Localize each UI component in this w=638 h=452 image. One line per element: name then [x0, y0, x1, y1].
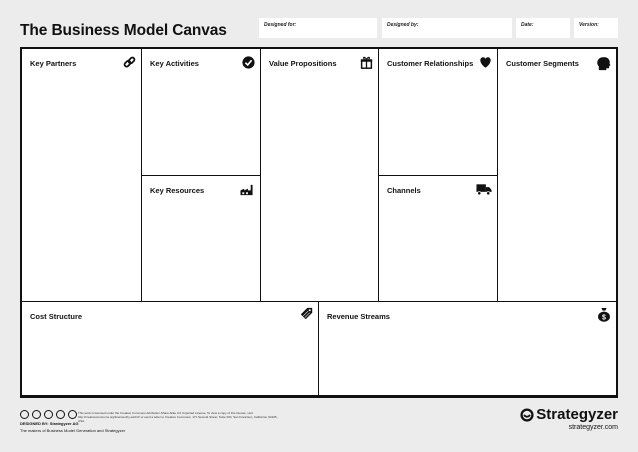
brand-name: Strategyzer [536, 406, 618, 423]
nc-icon [56, 410, 65, 419]
gift-icon [360, 56, 373, 69]
business-model-canvas [20, 47, 618, 398]
cc-icon [20, 410, 29, 419]
customer-relationships-block[interactable] [379, 49, 498, 176]
page-title: The Business Model Canvas [20, 22, 227, 39]
key-activities-label: Key Activities [150, 59, 199, 68]
customer-relationships-label: Customer Relationships [387, 59, 474, 68]
designed-by-field[interactable]: Designed by: [382, 18, 512, 38]
creative-commons-icons [20, 410, 77, 419]
by-icon [32, 410, 41, 419]
price-tag-icon [300, 307, 313, 320]
key-partners-block[interactable] [22, 49, 142, 302]
money-bag-icon [597, 307, 611, 322]
head-icon [596, 56, 611, 71]
check-icon [242, 56, 255, 69]
truck-icon [476, 183, 492, 196]
makers-credit: The makers of Business Model Generation and Strategyzer [20, 428, 126, 433]
customer-segments-label: Customer Segments [506, 59, 579, 68]
license-text: This work is licensed under the Creative Commons Attribution-Share Alike 3.0 Unported License. To view a copy of this license, visit: http://creativecommons.org/licenses/by-sa/3.0/ or send a letter to Creative Commons, 171 Second Street, Suite 300, San Francisco, California, 94105, USA. [78, 411, 278, 423]
cost-structure-block[interactable] [22, 302, 319, 396]
key-activities-block[interactable] [142, 49, 261, 176]
key-resources-block[interactable] [142, 176, 261, 302]
channels-block[interactable] [379, 176, 498, 302]
key-resources-label: Key Resources [150, 186, 205, 195]
version-field[interactable]: Version: [574, 18, 618, 38]
value-propositions-block[interactable] [261, 49, 379, 302]
svg-text:$: $ [602, 314, 606, 322]
key-partners-label: Key Partners [30, 59, 77, 68]
date-field[interactable]: Date: [516, 18, 570, 38]
info-icon [68, 410, 77, 419]
customer-segments-block[interactable] [498, 49, 616, 302]
brand-url-link[interactable]: strategyzer.com [568, 424, 618, 431]
strategyzer-logo[interactable] [520, 406, 618, 423]
cost-structure-label: Cost Structure [30, 312, 83, 321]
heart-icon [479, 56, 492, 69]
strategyzer-logo-icon [520, 408, 534, 422]
sa-icon [44, 410, 53, 419]
revenue-streams-label: Revenue Streams [327, 312, 390, 321]
factory-icon [239, 183, 255, 196]
link-icon [123, 56, 136, 69]
designed-for-field[interactable]: Designed for: [259, 18, 377, 38]
channels-label: Channels [387, 186, 421, 195]
designed-by-credit: DESIGNED BY: Strategyzer AG [20, 421, 79, 426]
value-propositions-label: Value Propositions [269, 59, 337, 68]
revenue-streams-block[interactable] [319, 302, 616, 396]
